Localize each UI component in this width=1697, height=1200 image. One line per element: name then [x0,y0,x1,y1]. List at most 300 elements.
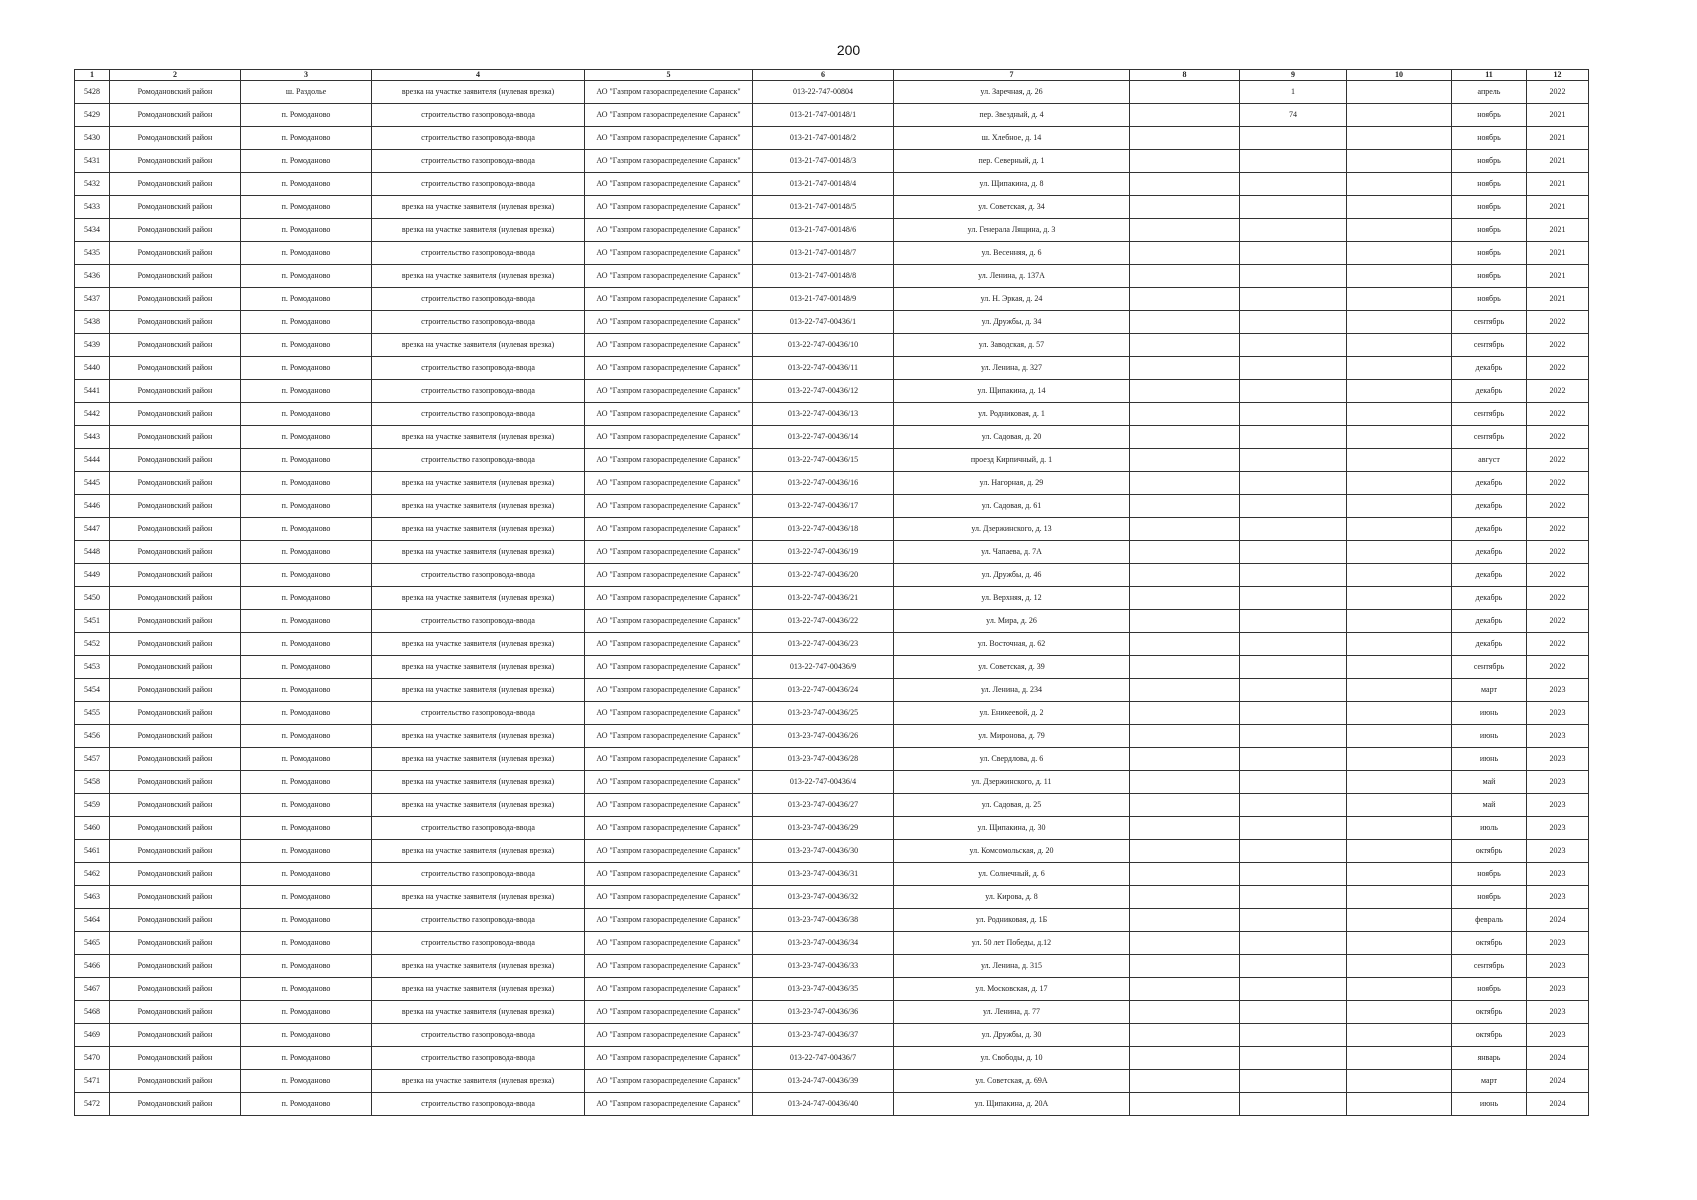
col9-cell [1240,311,1347,334]
year-cell: 2022 [1527,587,1589,610]
address-cell: ул. 50 лет Победы, д.12 [894,932,1130,955]
col9-cell [1240,334,1347,357]
col10-cell [1347,702,1452,725]
organization-cell: АО "Газпром газораспределение Саранск" [585,219,753,242]
col8-cell [1130,403,1240,426]
organization-cell: АО "Газпром газораспределение Саранск" [585,380,753,403]
organization-cell: АО "Газпром газораспределение Саранск" [585,311,753,334]
organization-cell: АО "Газпром газораспределение Саранск" [585,242,753,265]
row-number: 5441 [75,380,110,403]
contract-number-cell: 013-22-747-00436/12 [753,380,894,403]
address-cell: ул. Заречная, д. 26 [894,81,1130,104]
month-cell: сентябрь [1452,955,1527,978]
col8-cell [1130,242,1240,265]
year-cell: 2022 [1527,564,1589,587]
year-cell: 2021 [1527,288,1589,311]
district-cell: Ромодановский район [110,173,241,196]
month-cell: июнь [1452,702,1527,725]
row-number: 5465 [75,932,110,955]
row-number: 5467 [75,978,110,1001]
settlement-cell: п. Ромоданово [241,127,372,150]
row-number: 5435 [75,242,110,265]
col9-cell [1240,449,1347,472]
col8-cell [1130,518,1240,541]
col10-cell [1347,633,1452,656]
row-number: 5442 [75,403,110,426]
organization-cell: АО "Газпром газораспределение Саранск" [585,1093,753,1116]
row-number: 5444 [75,449,110,472]
year-cell: 2021 [1527,104,1589,127]
organization-cell: АО "Газпром газораспределение Саранск" [585,426,753,449]
col8-cell [1130,1001,1240,1024]
organization-cell: АО "Газпром газораспределение Саранск" [585,863,753,886]
year-cell: 2023 [1527,817,1589,840]
col9-cell [1240,173,1347,196]
contract-number-cell: 013-23-747-00436/26 [753,725,894,748]
table-row [75,426,1589,449]
table-row [75,127,1589,150]
col10-cell [1347,495,1452,518]
col10-cell [1347,288,1452,311]
month-cell: июнь [1452,1093,1527,1116]
address-cell: ул. Ленина, д. 77 [894,1001,1130,1024]
col10-cell [1347,564,1452,587]
table-row [75,748,1589,771]
table-row [75,357,1589,380]
address-cell: ул. Ленина, д. 234 [894,679,1130,702]
district-cell: Ромодановский район [110,817,241,840]
work-type-cell: строительство газопровода-ввода [372,932,585,955]
district-cell: Ромодановский район [110,955,241,978]
year-cell: 2022 [1527,380,1589,403]
table-row [75,656,1589,679]
col9-cell [1240,1070,1347,1093]
year-cell: 2021 [1527,196,1589,219]
organization-cell: АО "Газпром газораспределение Саранск" [585,81,753,104]
year-cell: 2022 [1527,472,1589,495]
contract-number-cell: 013-21-747-00148/5 [753,196,894,219]
address-cell: ул. Советская, д. 34 [894,196,1130,219]
contract-number-cell: 013-21-747-00148/7 [753,242,894,265]
year-cell: 2024 [1527,1070,1589,1093]
work-type-cell: врезка на участке заявителя (нулевая врезка) [372,725,585,748]
col8-cell [1130,104,1240,127]
work-type-cell: строительство газопровода-ввода [372,380,585,403]
organization-cell: АО "Газпром газораспределение Саранск" [585,817,753,840]
month-cell: ноябрь [1452,265,1527,288]
col10-cell [1347,541,1452,564]
work-type-cell: врезка на участке заявителя (нулевая врезка) [372,81,585,104]
col10-cell [1347,403,1452,426]
contract-number-cell: 013-22-747-00436/16 [753,472,894,495]
column-header: 8 [1130,70,1240,81]
address-cell: ул. Садовая, д. 25 [894,794,1130,817]
col9-cell [1240,564,1347,587]
organization-cell: АО "Газпром газораспределение Саранск" [585,472,753,495]
district-cell: Ромодановский район [110,81,241,104]
contract-number-cell: 013-22-747-00436/24 [753,679,894,702]
organization-cell: АО "Газпром газораспределение Саранск" [585,679,753,702]
month-cell: декабрь [1452,564,1527,587]
contract-number-cell: 013-23-747-00436/33 [753,955,894,978]
row-number: 5453 [75,656,110,679]
district-cell: Ромодановский район [110,1024,241,1047]
row-number: 5440 [75,357,110,380]
column-header: 9 [1240,70,1347,81]
district-cell: Ромодановский район [110,1093,241,1116]
address-cell: ул. Н. Эркая, д. 24 [894,288,1130,311]
organization-cell: АО "Газпром газораспределение Саранск" [585,886,753,909]
contract-number-cell: 013-24-747-00436/40 [753,1093,894,1116]
table-row [75,288,1589,311]
col10-cell [1347,265,1452,288]
col8-cell [1130,564,1240,587]
table-row [75,472,1589,495]
col8-cell [1130,173,1240,196]
district-cell: Ромодановский район [110,1001,241,1024]
year-cell: 2023 [1527,955,1589,978]
contract-number-cell: 013-22-747-00436/10 [753,334,894,357]
organization-cell: АО "Газпром газораспределение Саранск" [585,288,753,311]
settlement-cell: п. Ромоданово [241,955,372,978]
contract-number-cell: 013-23-747-00436/35 [753,978,894,1001]
row-number: 5436 [75,265,110,288]
table-row [75,955,1589,978]
col9-cell [1240,771,1347,794]
organization-cell: АО "Газпром газораспределение Саранск" [585,541,753,564]
table-row [75,334,1589,357]
col8-cell [1130,978,1240,1001]
col10-cell [1347,518,1452,541]
row-number: 5446 [75,495,110,518]
col8-cell [1130,288,1240,311]
work-type-cell: строительство газопровода-ввода [372,242,585,265]
col9-cell [1240,1047,1347,1070]
col9-cell [1240,380,1347,403]
row-number: 5460 [75,817,110,840]
contract-number-cell: 013-21-747-00148/8 [753,265,894,288]
table-row [75,610,1589,633]
organization-cell: АО "Газпром газораспределение Саранск" [585,104,753,127]
address-cell: ул. Генерала Лящина, д. 3 [894,219,1130,242]
col9-cell [1240,863,1347,886]
district-cell: Ромодановский район [110,219,241,242]
year-cell: 2023 [1527,748,1589,771]
col10-cell [1347,587,1452,610]
contract-number-cell: 013-23-747-00436/30 [753,840,894,863]
row-number: 5430 [75,127,110,150]
work-type-cell: строительство газопровода-ввода [372,909,585,932]
organization-cell: АО "Газпром газораспределение Саранск" [585,633,753,656]
year-cell: 2022 [1527,518,1589,541]
col10-cell [1347,610,1452,633]
contract-number-cell: 013-23-747-00436/32 [753,886,894,909]
address-cell: ул. Весенняя, д. 6 [894,242,1130,265]
contract-number-cell: 013-22-747-00436/1 [753,311,894,334]
district-cell: Ромодановский район [110,633,241,656]
col8-cell [1130,127,1240,150]
work-type-cell: строительство газопровода-ввода [372,403,585,426]
col10-cell [1347,150,1452,173]
work-type-cell: врезка на участке заявителя (нулевая врезка) [372,334,585,357]
settlement-cell: п. Ромоданово [241,633,372,656]
year-cell: 2022 [1527,81,1589,104]
work-type-cell: врезка на участке заявителя (нулевая врезка) [372,748,585,771]
month-cell: март [1452,1070,1527,1093]
col9-cell [1240,472,1347,495]
address-cell: ул. Свободы, д. 10 [894,1047,1130,1070]
table-row [75,978,1589,1001]
col8-cell [1130,840,1240,863]
col10-cell [1347,679,1452,702]
col8-cell [1130,587,1240,610]
row-number: 5464 [75,909,110,932]
col8-cell [1130,357,1240,380]
address-cell: ул. Заводская, д. 57 [894,334,1130,357]
month-cell: ноябрь [1452,127,1527,150]
district-cell: Ромодановский район [110,495,241,518]
work-type-cell: врезка на участке заявителя (нулевая врезка) [372,472,585,495]
work-type-cell: врезка на участке заявителя (нулевая врезка) [372,219,585,242]
col9-cell [1240,1024,1347,1047]
row-number: 5457 [75,748,110,771]
district-cell: Ромодановский район [110,679,241,702]
contract-number-cell: 013-23-747-00436/37 [753,1024,894,1047]
address-cell: ул. Чапаева, д. 7А [894,541,1130,564]
settlement-cell: п. Ромоданово [241,794,372,817]
contract-number-cell: 013-23-747-00436/25 [753,702,894,725]
address-cell: ул. Щипакина, д. 8 [894,173,1130,196]
address-cell: ул. Щипакина, д. 20А [894,1093,1130,1116]
work-type-cell: строительство газопровода-ввода [372,1093,585,1116]
address-cell: ул. Восточная, д. 62 [894,633,1130,656]
table-body [75,81,1589,1116]
settlement-cell: п. Ромоданово [241,472,372,495]
year-cell: 2022 [1527,311,1589,334]
contract-number-cell: 013-22-747-00436/17 [753,495,894,518]
district-cell: Ромодановский район [110,265,241,288]
organization-cell: АО "Газпром газораспределение Саранск" [585,794,753,817]
col8-cell [1130,196,1240,219]
page-number: 200 [836,42,861,58]
col9-cell [1240,633,1347,656]
col8-cell [1130,817,1240,840]
organization-cell: АО "Газпром газораспределение Саранск" [585,978,753,1001]
row-number: 5434 [75,219,110,242]
col9-cell [1240,932,1347,955]
col10-cell [1347,1093,1452,1116]
month-cell: август [1452,449,1527,472]
column-header: 7 [894,70,1130,81]
table-row [75,449,1589,472]
col10-cell [1347,771,1452,794]
address-cell: ул. Родниковая, д. 1Б [894,909,1130,932]
col9-cell [1240,518,1347,541]
address-cell: ул. Верхняя, д. 12 [894,587,1130,610]
contract-number-cell: 013-21-747-00148/4 [753,173,894,196]
district-cell: Ромодановский район [110,104,241,127]
address-cell: ул. Садовая, д. 20 [894,426,1130,449]
contract-number-cell: 013-22-747-00436/7 [753,1047,894,1070]
organization-cell: АО "Газпром газораспределение Саранск" [585,932,753,955]
settlement-cell: п. Ромоданово [241,357,372,380]
column-header: 3 [241,70,372,81]
district-cell: Ромодановский район [110,518,241,541]
contract-number-cell: 013-21-747-00148/6 [753,219,894,242]
settlement-cell: п. Ромоданово [241,173,372,196]
organization-cell: АО "Газпром газораспределение Саранск" [585,656,753,679]
settlement-cell: п. Ромоданово [241,932,372,955]
address-cell: ул. Дружбы, д. 30 [894,1024,1130,1047]
organization-cell: АО "Газпром газораспределение Саранск" [585,564,753,587]
district-cell: Ромодановский район [110,886,241,909]
work-type-cell: врезка на участке заявителя (нулевая врезка) [372,587,585,610]
col10-cell [1347,932,1452,955]
year-cell: 2024 [1527,1093,1589,1116]
district-cell: Ромодановский район [110,794,241,817]
month-cell: июль [1452,817,1527,840]
year-cell: 2023 [1527,1024,1589,1047]
row-number: 5445 [75,472,110,495]
settlement-cell: п. Ромоданово [241,265,372,288]
month-cell: ноябрь [1452,886,1527,909]
address-cell: ул. Дружбы, д. 34 [894,311,1130,334]
work-type-cell: врезка на участке заявителя (нулевая врезка) [372,633,585,656]
address-cell: проезд Кирпичный, д. 1 [894,449,1130,472]
col8-cell [1130,1093,1240,1116]
row-number: 5431 [75,150,110,173]
work-type-cell: врезка на участке заявителя (нулевая врезка) [372,794,585,817]
month-cell: ноябрь [1452,242,1527,265]
organization-cell: АО "Газпром газораспределение Саранск" [585,173,753,196]
row-number: 5458 [75,771,110,794]
col8-cell [1130,610,1240,633]
settlement-cell: п. Ромоданово [241,380,372,403]
organization-cell: АО "Газпром газораспределение Саранск" [585,1070,753,1093]
col8-cell [1130,748,1240,771]
settlement-cell: п. Ромоданово [241,656,372,679]
district-cell: Ромодановский район [110,403,241,426]
month-cell: сентябрь [1452,311,1527,334]
row-number: 5432 [75,173,110,196]
col10-cell [1347,311,1452,334]
district-cell: Ромодановский район [110,840,241,863]
district-cell: Ромодановский район [110,541,241,564]
district-cell: Ромодановский район [110,334,241,357]
work-type-cell: врезка на участке заявителя (нулевая врезка) [372,426,585,449]
column-header: 12 [1527,70,1589,81]
address-cell: ул. Советская, д. 39 [894,656,1130,679]
row-number: 5451 [75,610,110,633]
work-type-cell: врезка на участке заявителя (нулевая врезка) [372,771,585,794]
year-cell: 2021 [1527,127,1589,150]
settlement-cell: п. Ромоданово [241,840,372,863]
col9-cell [1240,794,1347,817]
column-header: 6 [753,70,894,81]
district-cell: Ромодановский район [110,288,241,311]
work-type-cell: врезка на участке заявителя (нулевая врезка) [372,978,585,1001]
settlement-cell: п. Ромоданово [241,702,372,725]
col9-cell [1240,886,1347,909]
col10-cell [1347,817,1452,840]
month-cell: апрель [1452,81,1527,104]
col9-cell [1240,725,1347,748]
organization-cell: АО "Газпром газораспределение Саранск" [585,748,753,771]
table-row [75,518,1589,541]
row-number: 5438 [75,311,110,334]
district-cell: Ромодановский район [110,1047,241,1070]
settlement-cell: п. Ромоданово [241,1024,372,1047]
table-row [75,311,1589,334]
work-type-cell: врезка на участке заявителя (нулевая врезка) [372,265,585,288]
col8-cell [1130,771,1240,794]
work-type-cell: врезка на участке заявителя (нулевая врезка) [372,196,585,219]
address-cell: ул. Ленина, д. 137А [894,265,1130,288]
contract-number-cell: 013-23-747-00436/27 [753,794,894,817]
address-cell: ул. Московская, д. 17 [894,978,1130,1001]
col10-cell [1347,978,1452,1001]
month-cell: декабрь [1452,587,1527,610]
work-type-cell: строительство газопровода-ввода [372,150,585,173]
year-cell: 2023 [1527,771,1589,794]
contract-number-cell: 013-22-747-00436/11 [753,357,894,380]
col10-cell [1347,863,1452,886]
table-row [75,541,1589,564]
address-cell: ш. Хлебное, д. 14 [894,127,1130,150]
col8-cell [1130,265,1240,288]
work-type-cell: строительство газопровода-ввода [372,127,585,150]
table-row [75,1093,1589,1116]
address-cell: пер. Звездный, д. 4 [894,104,1130,127]
col10-cell [1347,426,1452,449]
address-cell: ул. Советская, д. 69А [894,1070,1130,1093]
month-cell: октябрь [1452,932,1527,955]
settlement-cell: п. Ромоданово [241,978,372,1001]
table-row [75,1001,1589,1024]
col9-cell [1240,288,1347,311]
col8-cell [1130,1024,1240,1047]
year-cell: 2022 [1527,495,1589,518]
col9-cell [1240,196,1347,219]
settlement-cell: п. Ромоданово [241,1047,372,1070]
col9-cell [1240,978,1347,1001]
col10-cell [1347,748,1452,771]
col8-cell [1130,656,1240,679]
row-number: 5433 [75,196,110,219]
table-row [75,196,1589,219]
col10-cell [1347,1001,1452,1024]
organization-cell: АО "Газпром газораспределение Саранск" [585,702,753,725]
month-cell: ноябрь [1452,104,1527,127]
col8-cell [1130,633,1240,656]
col9-cell [1240,748,1347,771]
organization-cell: АО "Газпром газораспределение Саранск" [585,403,753,426]
col8-cell [1130,955,1240,978]
month-cell: ноябрь [1452,978,1527,1001]
col10-cell [1347,242,1452,265]
col8-cell [1130,472,1240,495]
col8-cell [1130,426,1240,449]
work-type-cell: врезка на участке заявителя (нулевая врезка) [372,1001,585,1024]
organization-cell: АО "Газпром газораспределение Саранск" [585,840,753,863]
column-header: 1 [75,70,110,81]
year-cell: 2023 [1527,725,1589,748]
settlement-cell: п. Ромоданово [241,610,372,633]
col10-cell [1347,794,1452,817]
col9-cell [1240,840,1347,863]
year-cell: 2022 [1527,449,1589,472]
work-type-cell: строительство газопровода-ввода [372,702,585,725]
